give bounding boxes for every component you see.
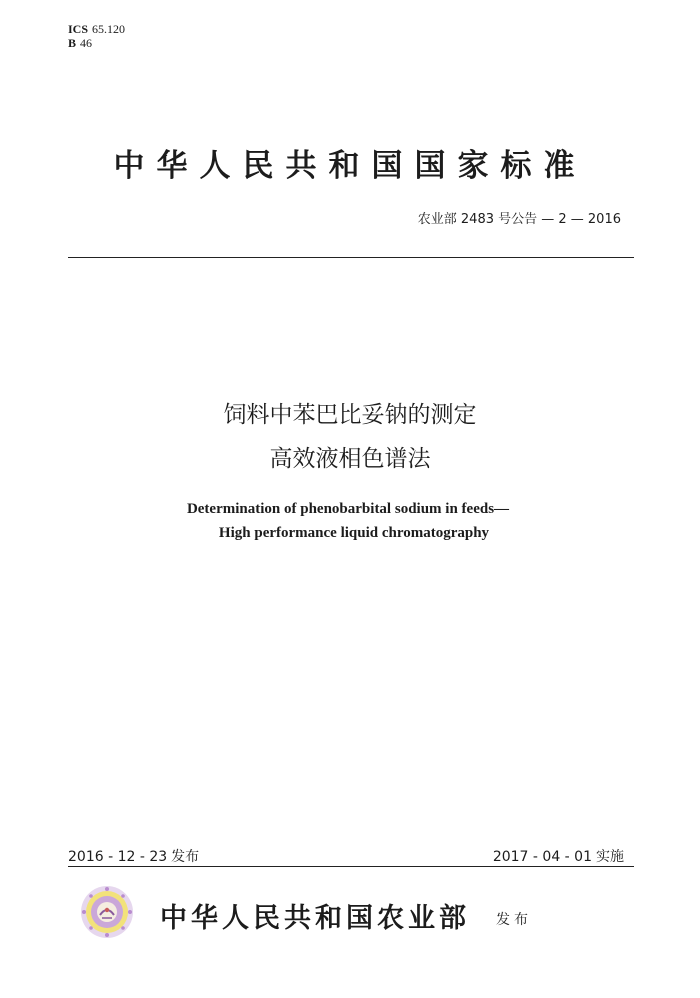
- document-title-en-line1: Determination of phenobarbital sodium in feeds—: [186, 501, 510, 517]
- implementation-date: [493, 846, 624, 866]
- standard-title: 中华人民共和国国家标准: [113, 148, 587, 184]
- issue-date-label: 发布: [171, 849, 200, 865]
- standard-number: 农业部 2483 号公告 — 2 — 2016: [417, 212, 621, 227]
- publish-label: 发布: [496, 912, 532, 928]
- ccs-value: 46: [80, 36, 93, 50]
- implementation-date-value: 2017 - 04 - 01: [492, 849, 592, 865]
- ics-row: [68, 22, 125, 36]
- implementation-date-label: 实施: [596, 849, 624, 865]
- publisher-name: 中华人民共和国农业部: [160, 903, 470, 934]
- document-title-en-line2: High performance liquid chromatography: [218, 525, 490, 541]
- issue-date: [68, 846, 199, 866]
- ccs-row: [68, 36, 125, 50]
- ccs-label: B: [68, 36, 77, 50]
- ics-value: 65.120: [92, 22, 126, 36]
- classification-codes: [68, 22, 125, 50]
- issue-date-value: 2016 - 12 - 23: [68, 849, 168, 865]
- ics-label: ICS: [68, 22, 89, 36]
- ministry-emblem-icon: [80, 885, 134, 939]
- bottom-divider: [68, 866, 634, 867]
- document-title-cn-line2: 高效液相色谱法: [269, 446, 431, 472]
- document-title-cn-line1: 饲料中苯巴比妥钠的测定: [223, 402, 477, 428]
- top-divider: [68, 257, 634, 258]
